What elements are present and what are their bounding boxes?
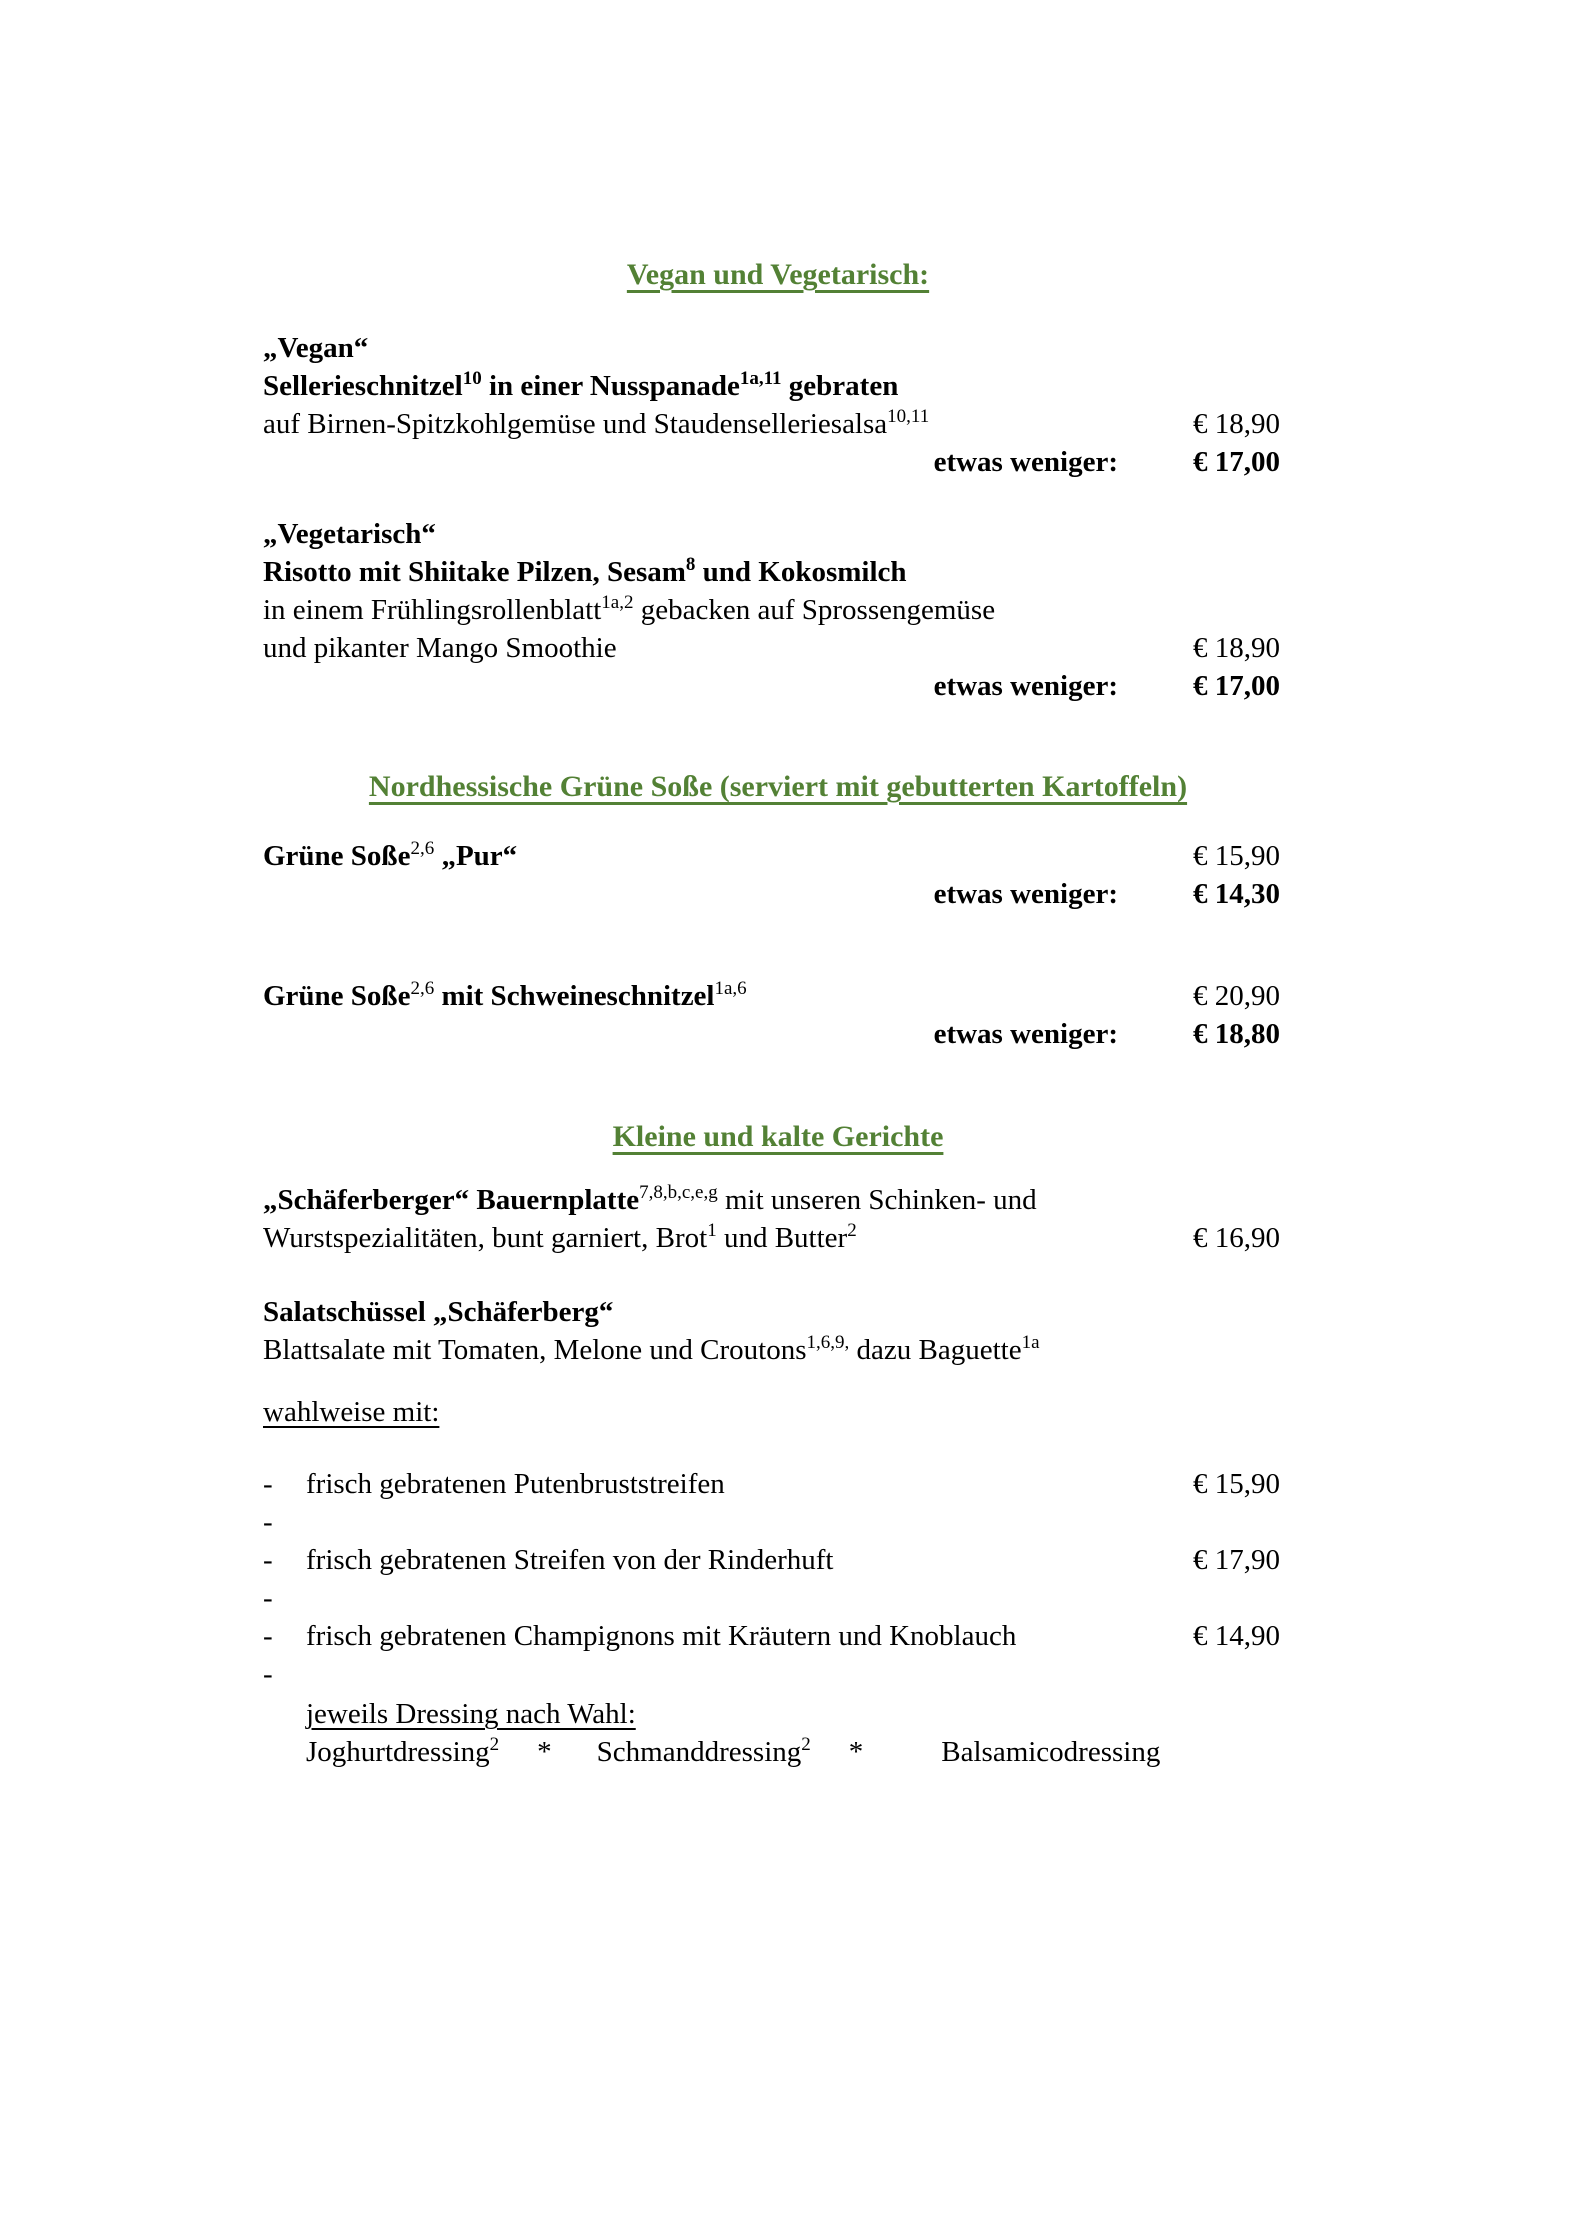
desc-text: und Butter bbox=[716, 1222, 848, 1254]
dressing-option: Schmanddressing bbox=[596, 1736, 802, 1768]
list-item bbox=[263, 1503, 1293, 1541]
allergen-sup: 1a,2 bbox=[601, 592, 634, 613]
item-description bbox=[263, 1219, 1193, 1257]
salad-options-list bbox=[263, 1465, 1293, 1693]
list-item bbox=[263, 1465, 1293, 1503]
less-row bbox=[263, 875, 1293, 913]
list-dash: - bbox=[263, 1620, 273, 1652]
menu-item-gruene-sosse-pur bbox=[263, 837, 1293, 913]
less-row bbox=[263, 667, 1293, 705]
list-dash: - bbox=[263, 1582, 273, 1614]
dish-name bbox=[263, 837, 1193, 875]
option-price bbox=[1193, 1655, 1293, 1693]
item-name-price-row bbox=[263, 977, 1293, 1015]
desc-text: Blattsalate mit Tomaten, Melone und Croutons bbox=[263, 1334, 807, 1366]
allergen-sup: 2,6 bbox=[410, 978, 435, 999]
option-price bbox=[1193, 1579, 1293, 1617]
menu-item-bauernplatte bbox=[263, 1181, 1293, 1257]
option-price: € 17,90 bbox=[1193, 1544, 1280, 1576]
less-label: etwas weniger: bbox=[933, 670, 1118, 702]
option-price: € 14,90 bbox=[1193, 1620, 1280, 1652]
less-price: € 17,00 bbox=[1193, 446, 1280, 478]
list-item bbox=[263, 1655, 1293, 1693]
item-price: € 16,90 bbox=[1193, 1222, 1280, 1254]
list-dash: - bbox=[263, 1658, 273, 1690]
dish-name: in einer Nusspanade bbox=[481, 370, 740, 402]
allergen-sup: 1 bbox=[707, 1220, 717, 1241]
dressing-options-line bbox=[306, 1733, 1293, 1771]
section-heading-kleine-kalte-gerichte: Kleine und kalte Gerichte bbox=[612, 1120, 944, 1153]
less-price: € 17,00 bbox=[1193, 670, 1280, 702]
dressing-option: Balsamicodressing bbox=[941, 1736, 1161, 1768]
allergen-sup: 10,11 bbox=[887, 406, 930, 427]
less-row bbox=[263, 1015, 1293, 1053]
item-title-vegan bbox=[263, 329, 1293, 367]
item-title-line bbox=[263, 1293, 1293, 1331]
desc-text: mit unseren Schinken- und bbox=[717, 1184, 1037, 1216]
less-label: etwas weniger: bbox=[933, 878, 1118, 910]
menu-item-vegetarisch bbox=[263, 515, 1293, 705]
desc-text: Wurstspezialitäten, bunt garniert, Brot bbox=[263, 1222, 708, 1254]
less-label: etwas weniger: bbox=[933, 446, 1118, 478]
allergen-sup: 1a bbox=[1021, 1332, 1040, 1353]
dish-name bbox=[263, 977, 1193, 1015]
allergen-sup: 2 bbox=[489, 1734, 500, 1755]
section-heading-gruene-sosse: Nordhessische Grüne Soße (serviert mit gebutterten Kartoffeln) bbox=[368, 770, 1188, 803]
allergen-sup: 8 bbox=[685, 554, 696, 575]
allergen-sup: 1a,11 bbox=[739, 368, 782, 389]
section-heading-vegan-vegetarisch: Vegan und Vegetarisch: bbox=[626, 258, 930, 291]
allergen-sup: 2 bbox=[801, 1734, 811, 1755]
option-text: frisch gebratenen Putenbruststreifen bbox=[306, 1468, 725, 1500]
dish-name: „Schäferberger“ Bauernplatte bbox=[263, 1184, 640, 1216]
dish-name: und Kokosmilch bbox=[695, 556, 907, 588]
option-price: € 15,90 bbox=[1193, 1468, 1280, 1500]
menu-item-vegan bbox=[263, 329, 1293, 481]
item-price: € 18,90 bbox=[1193, 408, 1280, 440]
desc-text: auf Birnen-Spitzkohlgemüse und Staudenselleriesalsa bbox=[263, 408, 888, 440]
item-title-vegetarisch bbox=[263, 515, 1293, 553]
dish-name: gebraten bbox=[781, 370, 899, 402]
choice-intro-line bbox=[263, 1393, 1293, 1431]
item-name-line bbox=[263, 1181, 1293, 1219]
option-price bbox=[1193, 1503, 1293, 1541]
item-description: und pikanter Mango Smoothie bbox=[263, 632, 617, 664]
less-row bbox=[263, 443, 1293, 481]
desc-text: in einem Frühlingsrollenblatt bbox=[263, 594, 602, 626]
dressing-heading-line bbox=[306, 1695, 1293, 1733]
item-name-price-row bbox=[263, 837, 1293, 875]
item-price: € 15,90 bbox=[1193, 840, 1280, 872]
list-item bbox=[263, 1541, 1293, 1579]
list-item bbox=[263, 1617, 1293, 1655]
less-price: € 18,80 bbox=[1193, 1018, 1280, 1050]
option-text bbox=[306, 1503, 1193, 1541]
option-text bbox=[306, 1655, 1193, 1693]
dish-name-text: „Pur“ bbox=[434, 840, 518, 872]
list-item bbox=[263, 1579, 1293, 1617]
dish-name: Salatschüssel „Schäferberg“ bbox=[263, 1296, 614, 1328]
dish-name-text: Grüne Soße bbox=[263, 840, 411, 872]
option-text: frisch gebratenen Champignons mit Kräutern und Knoblauch bbox=[306, 1620, 1017, 1652]
dressing-block bbox=[306, 1695, 1293, 1771]
allergen-sup: 1,6,9, bbox=[806, 1332, 850, 1353]
dish-name-text: mit Schweineschnitzel bbox=[434, 980, 715, 1012]
allergen-sup: 2,6 bbox=[410, 838, 435, 859]
item-desc-price-row bbox=[263, 405, 1293, 443]
allergen-sup: 10 bbox=[462, 368, 482, 389]
allergen-sup: 1a,6 bbox=[714, 978, 747, 999]
item-description-line bbox=[263, 1331, 1293, 1369]
separator-asterisk: * bbox=[848, 1736, 864, 1768]
dish-name: Risotto mit Shiitake Pilzen, Sesam bbox=[263, 556, 686, 588]
dressing-heading: jeweils Dressing nach Wahl: bbox=[306, 1698, 636, 1730]
item-desc-price-row bbox=[263, 629, 1293, 667]
list-dash: - bbox=[263, 1544, 273, 1576]
item-name-line bbox=[263, 553, 1293, 591]
dish-name: Sellerieschnitzel bbox=[263, 370, 463, 402]
item-price: € 20,90 bbox=[1193, 980, 1280, 1012]
menu-item-salatschuessel bbox=[263, 1293, 1293, 1369]
desc-text: dazu Baguette bbox=[849, 1334, 1022, 1366]
separator-asterisk: * bbox=[537, 1736, 552, 1768]
menu-content bbox=[263, 0, 1293, 1771]
item-desc-price-row bbox=[263, 1219, 1293, 1257]
choice-intro-text: wahlweise mit: bbox=[263, 1396, 440, 1428]
item-price: € 18,90 bbox=[1193, 632, 1280, 664]
item-title-text: „Vegan“ bbox=[263, 332, 369, 364]
dressing-option: Joghurtdressing bbox=[306, 1736, 490, 1768]
list-dash: - bbox=[263, 1468, 273, 1500]
option-text bbox=[306, 1579, 1193, 1617]
desc-text: gebacken auf Sprossengemüse bbox=[633, 594, 996, 626]
item-title-text: „Vegetarisch“ bbox=[263, 518, 436, 550]
less-label: etwas weniger: bbox=[933, 1018, 1118, 1050]
item-description bbox=[263, 405, 1193, 443]
list-dash: - bbox=[263, 1506, 273, 1538]
item-name-line bbox=[263, 367, 1293, 405]
allergen-sup: 2 bbox=[847, 1220, 857, 1241]
item-description-line bbox=[263, 591, 1293, 629]
menu-item-gruene-sosse-schnitzel bbox=[263, 977, 1293, 1053]
option-text: frisch gebratenen Streifen von der Rinderhuft bbox=[306, 1544, 834, 1576]
dish-name-text: Grüne Soße bbox=[263, 980, 411, 1012]
less-price: € 14,30 bbox=[1193, 878, 1280, 910]
allergen-sup: 7,8,b,c,e,g bbox=[639, 1182, 718, 1203]
